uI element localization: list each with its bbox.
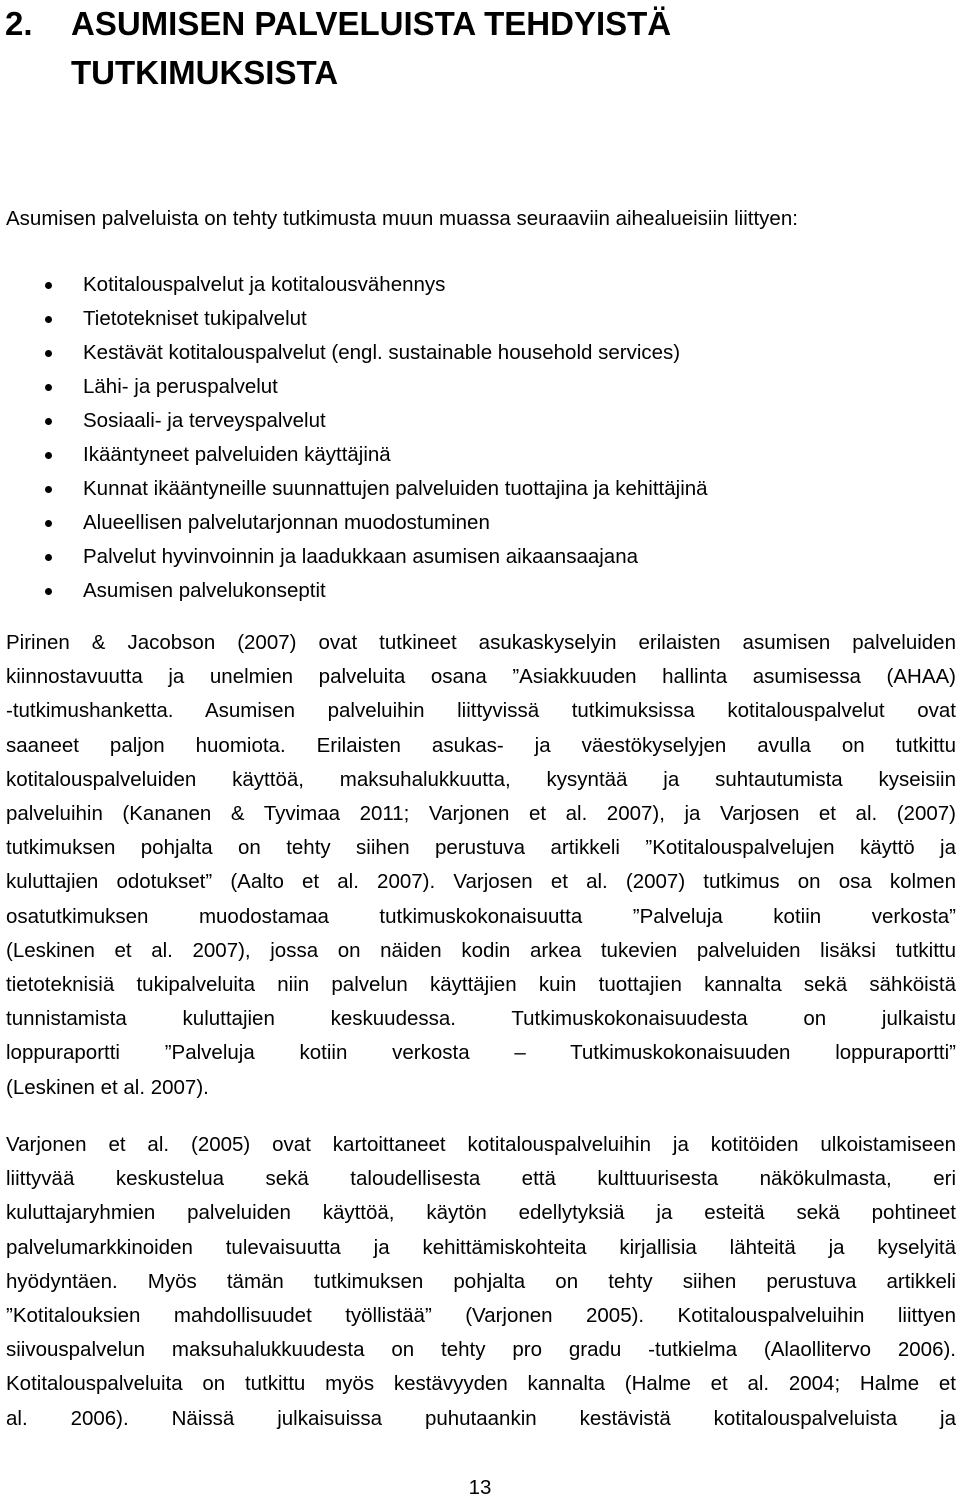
text-line: saaneet paljon huomiota. Erilaisten asukas- ja väestökyselyjen avulla on tutkittu <box>6 733 956 757</box>
text-line: kiinnostavuutta ja unelmien palveluita osana ”Asiakkuuden hallinta asumisessa (AHAA) <box>6 665 956 689</box>
list-item-text: Kotitalouspalvelut ja kotitalousvähennys <box>83 273 446 296</box>
text-line: liittyvää keskustelua sekä taloudellisesta että kulttuurisesta näkökulmasta, eri <box>6 1167 956 1191</box>
paragraph-varjonen <box>6 1128 956 1436</box>
text-line: loppuraportti ”Palveluja kotiin verkosta – Tutkimuskokonaisuuden loppuraportti” <box>6 1041 956 1065</box>
list-item <box>0 574 708 608</box>
section-heading <box>0 2 950 95</box>
list-item <box>0 438 708 472</box>
bullet-icon <box>45 384 52 391</box>
text-line: kotitalouspalveluiden käyttöä, maksuhalukkuutta, kysyntää ja suhtautumista kyseisiin <box>6 767 956 791</box>
text-line: tietoteknisiä tukipalveluita niin palvelun käyttäjien kuin tuottajien kannalta sekä sähköistä <box>6 973 956 997</box>
list-item-text: Tietotekniset tukipalvelut <box>83 307 307 330</box>
bullet-icon <box>45 282 52 289</box>
topic-list <box>0 268 708 608</box>
heading-title-part-1: ASUMISEN PALVELUISTA TEHDYISTÄ <box>71 5 672 42</box>
list-item <box>0 268 708 302</box>
text-line: osatutkimuksen muodostamaa tutkimuskokonaisuutta ”Palveluja kotiin verkosta” <box>6 904 956 928</box>
bullet-icon <box>45 350 52 357</box>
list-item <box>0 472 708 506</box>
list-item-text: Alueellisen palvelutarjonnan muodostuminen <box>83 511 490 534</box>
bullet-icon <box>45 588 52 595</box>
list-item-text: Asumisen palvelukonseptit <box>83 579 326 602</box>
text-line: hyödyntäen. Myös tämän tutkimuksen pohjalta on tehty siihen perustuva artikkeli <box>6 1269 956 1293</box>
list-item <box>0 302 708 336</box>
list-item-text: Sosiaali- ja terveyspalvelut <box>83 409 326 432</box>
list-item <box>0 370 708 404</box>
list-item <box>0 540 708 574</box>
heading-title-part-2: TUTKIMUKSISTA <box>71 54 339 91</box>
text-line: (Leskinen et al. 2007), jossa on näiden kodin arkea tukevien palveluiden lisäksi tutkittu <box>6 938 956 962</box>
list-item <box>0 506 708 540</box>
list-item-text: Kunnat ikääntyneille suunnattujen palveluiden tuottajina ja kehittäjinä <box>83 477 708 500</box>
list-item-text: Lähi- ja peruspalvelut <box>83 375 278 398</box>
bullet-icon <box>45 316 52 323</box>
text-line: Kotitalouspalveluita on tutkittu myös kestävyyden kannalta (Halme et al. 2004; Halme et <box>6 1372 956 1396</box>
text-line: Pirinen & Jacobson (2007) ovat tutkineet asukaskyselyin erilaisten asumisen palveluiden <box>6 631 956 654</box>
list-item <box>0 336 708 370</box>
text-line: palveluihin (Kananen & Tyvimaa 2011; Varjonen et al. 2007), ja Varjosen et al. (2007) <box>6 802 956 826</box>
text-line: siivouspalvelun maksuhalukkuudesta on tehty pro gradu -tutkielma (Alaollitervo 2006). <box>6 1338 956 1362</box>
section-number: 2. <box>5 5 33 42</box>
text-line: tutkimuksen pohjalta on tehty siihen perustuva artikkeli ”Kotitalouspalvelujen käyttö ja <box>6 836 956 860</box>
text-line: al. 2006). Näissä julkaisuissa puhutaankin kestävistä kotitalouspalveluista ja <box>6 1406 956 1430</box>
page-number: 13 <box>468 1476 492 1499</box>
bullet-icon <box>45 554 52 561</box>
list-item-text: Kestävät kotitalouspalvelut (engl. sustainable household services) <box>83 341 681 364</box>
bullet-icon <box>45 486 52 493</box>
text-line: kuluttajien odotukset” (Aalto et al. 2007). Varjosen et al. (2007) tutkimus on osa kolmen <box>6 870 956 894</box>
intro-text: Asumisen palveluista on tehty tutkimusta muun muassa seuraaviin aihealueisiin liittyen: <box>6 207 798 230</box>
list-item <box>0 404 708 438</box>
bullet-icon <box>45 520 52 527</box>
text-line: tunnistamista kuluttajien keskuudessa. Tutkimuskokonaisuudesta on julkaistu <box>6 1007 956 1031</box>
bullet-icon <box>45 418 52 425</box>
heading-line-1 <box>0 2 950 46</box>
list-item-text: Palvelut hyvinvoinnin ja laadukkaan asumisen aikaansaajana <box>83 545 639 568</box>
list-item-text: Ikääntyneet palveluiden käyttäjinä <box>83 443 391 466</box>
text-line: ”Kotitalouksien mahdollisuudet työllistää” (Varjonen 2005). Kotitalouspalveluihin liittyen <box>6 1304 956 1328</box>
text-line: kuluttajaryhmien palveluiden käyttöä, käytön edellytyksiä ja esteitä sekä pohtineet <box>6 1201 956 1225</box>
text-line: (Leskinen et al. 2007). <box>6 1075 209 1099</box>
text-line: Varjonen et al. (2005) ovat kartoittaneet kotitalouspalveluihin ja kotitöiden ulkoistamiseen <box>6 1133 956 1156</box>
text-line: palvelumarkkinoiden tulevaisuutta ja kehittämiskohteita kirjallisia lähteitä ja kyselyitä <box>6 1235 956 1259</box>
bullet-icon <box>45 452 52 459</box>
paragraph-research-overview <box>6 626 956 1105</box>
text-line: -tutkimushanketta. Asumisen palveluihin liittyvissä tutkimuksissa kotitalouspalvelut ovat <box>6 699 956 723</box>
